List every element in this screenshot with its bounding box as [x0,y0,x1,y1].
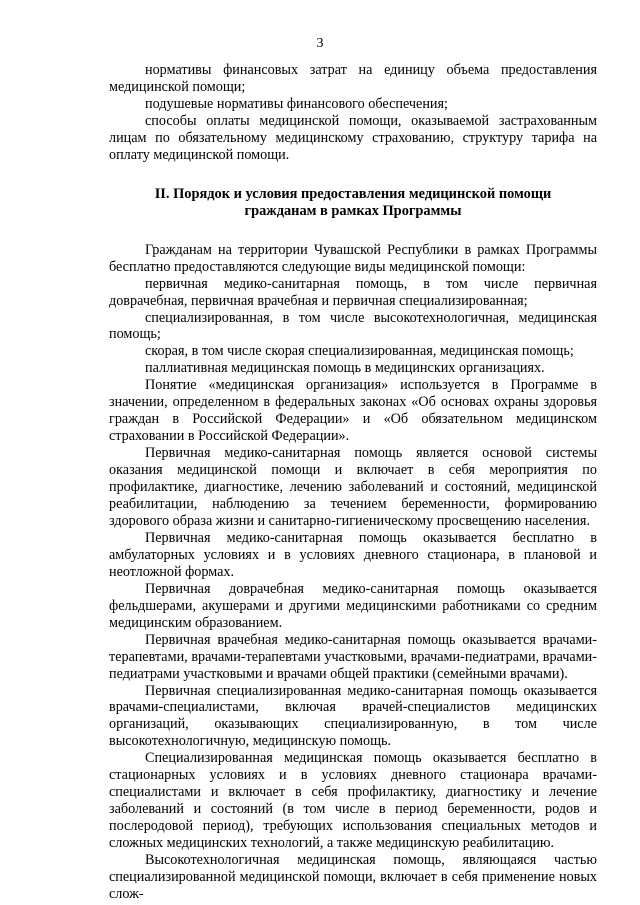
paragraph: Первичная врачебная медико-санитарная помощь оказывается врачами-терапевтами, врачами-терапевтами участковыми, врачами-педиатрами, врачами-педиатрами участковыми и врачами общей практики (семейными врачами). [109,631,597,682]
paragraph: Гражданам на территории Чувашской Республики в рамках Программы бесплатно предоставляются следующие виды медицинской помощи: [109,241,597,275]
paragraph: способы оплаты медицинской помощи, оказываемой застрахованным лицам по обязательному медицинскому страхованию, структуру тарифа на оплату медицинской помощи. [109,112,597,163]
paragraph: специализированная, в том числе высокотехнологичная, медицинская помощь; [109,309,597,343]
section-heading-line: гражданам в рамках Программы [244,202,462,219]
paragraph: подушевые нормативы финансового обеспечения; [145,95,448,112]
document-body [109,62,597,903]
lead-block [109,62,597,164]
paragraph: скорая, в том числе скорая специализированная, медицинская помощь; [145,343,574,360]
paragraph: Первичная доврачебная медико-санитарная помощь оказывается фельдшерами, акушерами и другими медицинскими работниками со средним медицинским образованием. [109,580,597,631]
section-body [109,242,597,903]
paragraph: Первичная специализированная медико-санитарная помощь оказывается врачами-специалистами, включая врачей-специалистов медицинских организаций, оказывающих специализированную, в том числе высокотехнологичную, медицинскую помощь. [109,682,597,750]
paragraph: нормативы финансовых затрат на единицу объема предоставления медицинской помощи; [109,62,597,95]
paragraph: первичная медико-санитарная помощь, в том числе первичная доврачебная, первичная врачебная и первичная специализированная; [109,275,597,309]
paragraph: Специализированная медицинская помощь оказывается бесплатно в стационарных условиях и в условиях дневного стационара врачами-специалистами и включает в себя профилактику, диагностику и лечение заболеваний и состояний (в том числе в период беременности, родов и послеродовой период), требующих использования специальных методов и сложных медицинских технологий, а также медицинскую реабилитацию. [109,750,597,852]
paragraph: Высокотехнологичная медицинская помощь, являющаяся частью специализированной медицинской помощи, включает в себя применение новых слож- [109,852,597,902]
paragraph: Первичная медико-санитарная помощь оказывается бесплатно в амбулаторных условиях и в условиях дневного стационара, в плановой и неотложной формах. [109,529,597,580]
section-heading [109,186,597,220]
page-number: 3 [316,36,324,51]
paragraph: Понятие «медицинская организация» используется в Программе в значении, определенном в федеральных законах «Об основах охраны здоровья граждан в Российской Федерации» и «Об обязательном медицинском страховании в Российской Федерации». [109,377,597,445]
paragraph: Первичная медико-санитарная помощь является основой системы оказания медицинской помощи и включает в себя мероприятия по профилактике, диагностике, лечению заболеваний и состояний, медицинской реабилитации, наблюдению за течением беременности, формированию здорового образа жизни и санитарно-гигиеническому просвещению населения. [109,445,597,529]
section-heading-line: II. Порядок и условия предоставления медицинской помощи [154,185,552,202]
paragraph: паллиативная медицинская помощь в медицинских организациях. [145,360,545,377]
